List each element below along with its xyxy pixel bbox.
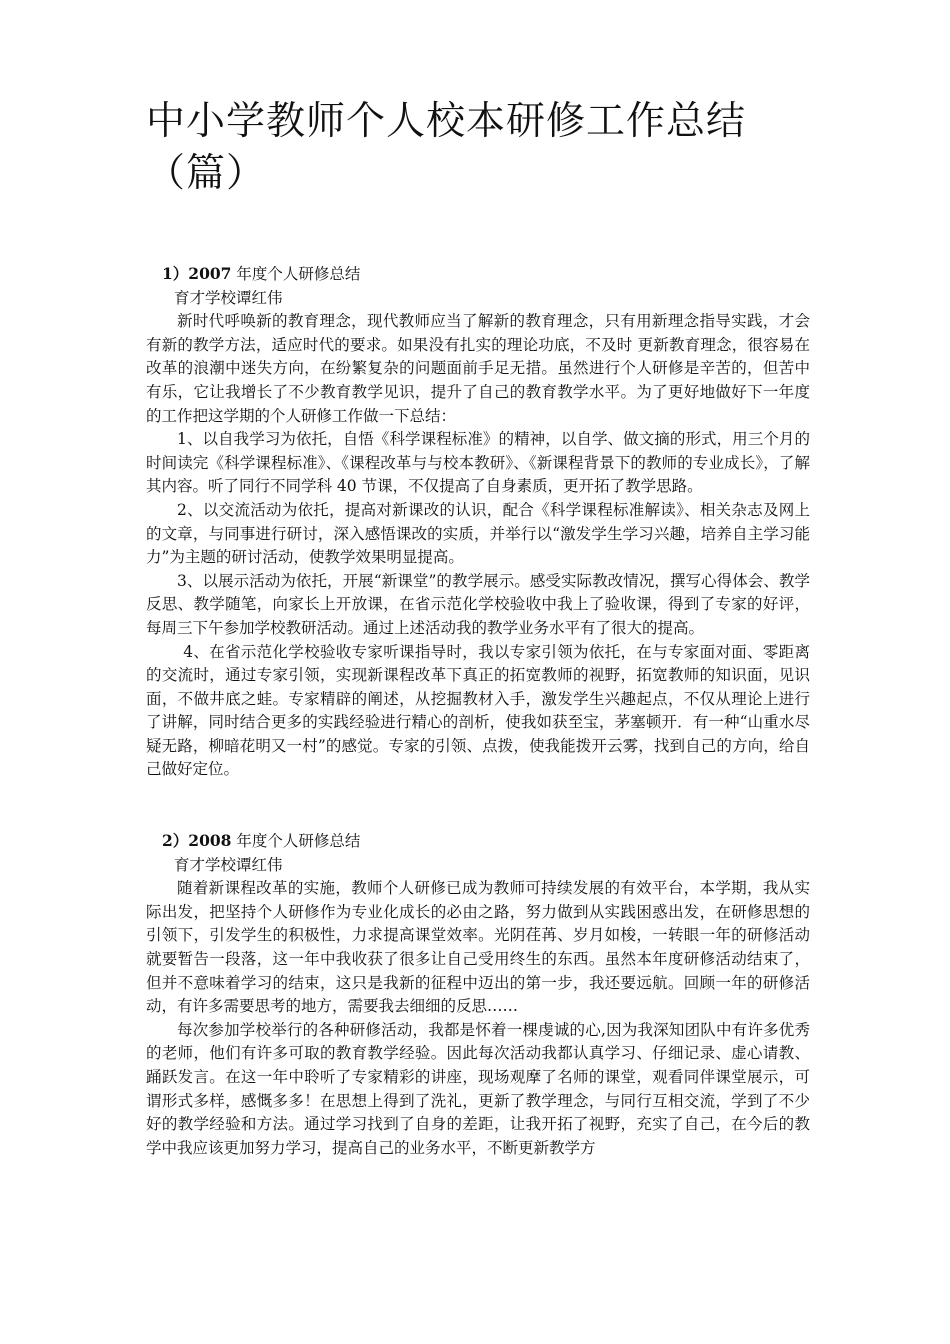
paragraph: 4、在省示范化学校验收专家听课指导时，我以专家引领为依托，在与专家面对面、零距离的交流时，通过专家引领，实现新课程改革下真正的拓宽教师的视野，拓宽教师的知识面，见识面，不做井底之蛙。专家精辟的阐述，从挖掘教材入手，激发学生兴趣起点，不仅从理论上进行了讲解，同时结合更多的实践经验进行精心的剖析，使我如获至宝，茅塞顿开．有一种“山重水尽疑无路，柳暗花明又一村”的感觉。专家的引领、点拨，使我能拨开云雾，找到自己的方向，给自己做好定位。 — [146, 642, 810, 779]
paragraph: 随着新课程改革的实施，教师个人研修已成为教师可持续发展的有效平台，本学期，我从实际出发，把坚持个人研修作为专业化成长的必由之路，努力做到从实践困惑出发，在研修思想的引领下，引发学生的积极性，力求提高课堂效率。光阴荏苒、岁月如梭，一转眼一年的研修活动就要暂告一段落，这一年中我收获了很多让自己受用终生的东西。虽然本年度研修活动结束了，但并不意味着学习的结束，这只是我新的征程中迈出的第一步，我还要远航。回顾一年的研修活动，有许多需要思考的地方，需要我去细细的反思…… — [146, 879, 810, 1016]
section-2007 — [146, 262, 810, 782]
section-heading-number: 1）2007 — [162, 264, 232, 283]
paragraph: 新时代呼唤新的教育理念，现代教师应当了解新的教育理念，只有用新理念指导实践，才会有新的教学方法，适应时代的要求。如果没有扎实的理论功底，不及时 更新教育理念，很容易在改革的浪潮中迷失方向，在纷繁复杂的问题面前手足无措。虽然进行个人研修是辛苦的，但苦中有乐，它让我增长了不少教育教学见识，提升了自己的教育教学水平。为了更好地做好下一年度的工作把这学期的个人研修工作做一下总结： — [146, 312, 810, 425]
document-title: 中小学教师个人校本研修工作总结（篇） — [146, 99, 747, 196]
document-body — [146, 262, 810, 1160]
section-heading-number: 2）2008 — [162, 831, 232, 851]
paragraph: 3、以展示活动为依托，开展“新课堂”的教学展示。感受实际教改情况，撰写心得体会、教学反思、教学随笔，向家长上开放课，在省示范化学校验收中我上了验收课，得到了专家的好评，每周三下午参加学校教研活动。通过上述活动我的教学业务水平有了很大的提高。 — [146, 571, 810, 637]
paragraph: 1、以自我学习为依托，自悟《科学课程标准》的精神，以自学、做文摘的形式，用三个月的时间读完《科学课程标准》、《课程改革与与校本教研》、《新课程背景下的教师的专业成长》，了解其内容。听了同行不同学科 40 节课，不仅提高了自身素质，更开拓了教学思路。 — [146, 430, 810, 496]
section-author: 育才学校谭红伟 — [174, 855, 283, 874]
paragraph: 每次参加学校举行的各种研修活动，我都是怀着一棵虔诚的心,因为我深知团队中有许多优秀的老师，他们有许多可取的教育教学经验。因此每次活动我都认真学习、仔细记录、虚心请教、踊跃发言。在这一年中聆听了专家精彩的讲座，现场观摩了名师的课堂，观看同伴课堂展示，可谓形式多样，感慨多多！在思想上得到了洗礼，更新了教学理念，与同行互相交流，学到了不少好的教学经验和方法。通过学习找到了自身的差距，让我开拓了视野，充实了自己，在今后的教学中我应该更加努力学习，提高自己的业务水平，不断更新教学方 — [146, 1020, 810, 1157]
section-author: 育才学校谭红伟 — [174, 288, 283, 307]
section-heading-text: 年度个人研修总结 — [236, 265, 361, 283]
section-heading — [162, 829, 810, 854]
section-heading — [162, 262, 810, 287]
paragraph: 2、以交流活动为依托，提高对新课改的认识，配合《科学课程标准解读》、相关杂志及网上的文章，与同事进行研讨，深入感悟课改的实质，并举行以“激发学生学习兴趣，培养自主学习能力”为主题的研讨活动，使教学效果明显提高。 — [146, 500, 810, 567]
section-spacer — [146, 782, 810, 829]
section-2008 — [146, 829, 810, 1160]
section-heading-text: 年度个人研修总结 — [236, 832, 361, 851]
